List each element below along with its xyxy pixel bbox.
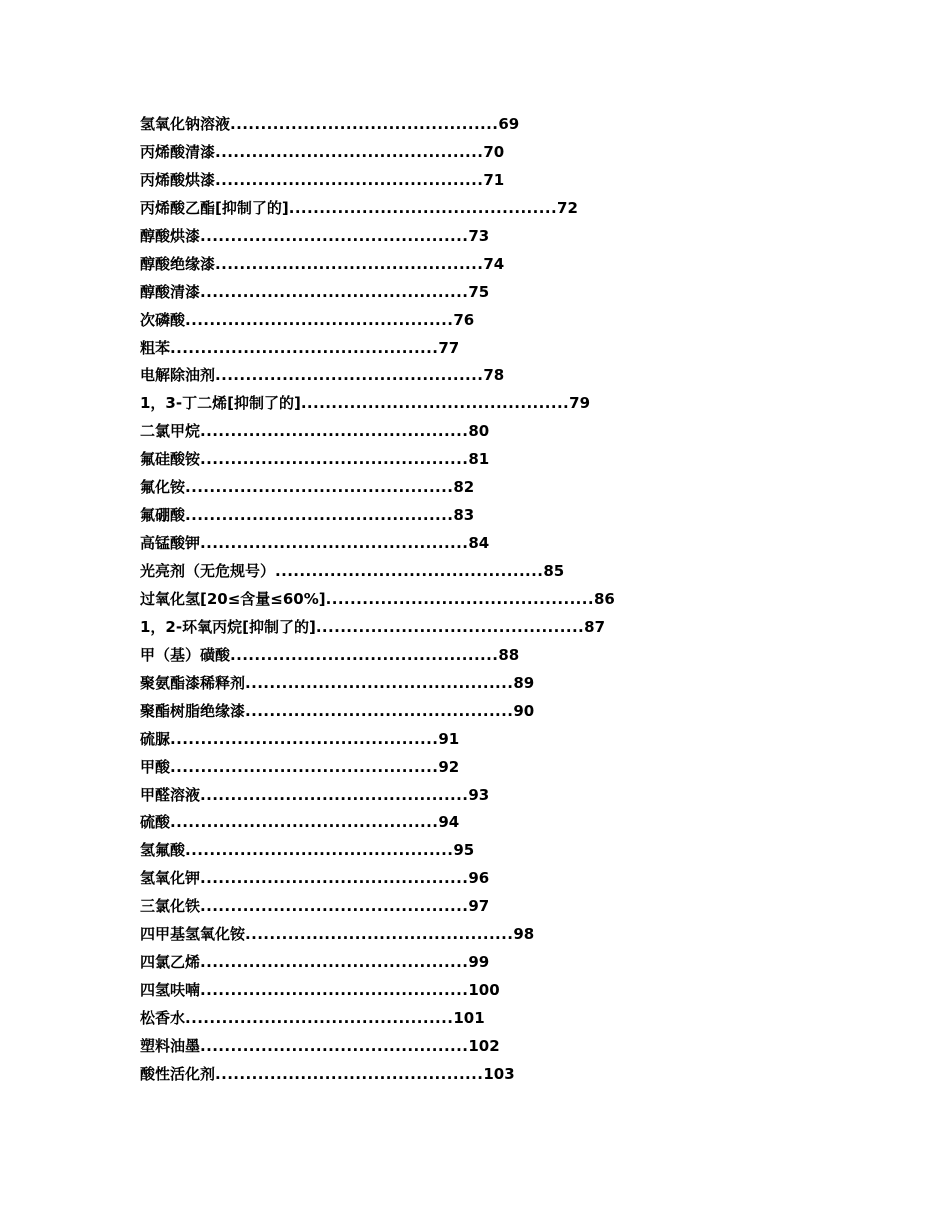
toc-entry xyxy=(140,950,615,978)
toc-entry-title: 过氧化氢[20≤含量≤60%] xyxy=(140,589,326,608)
toc-leader-dots: ............................................ xyxy=(200,897,469,916)
toc-leader-dots: ............................................ xyxy=(275,562,544,580)
toc-leader-dots: ............................................ xyxy=(288,198,558,217)
toc-entry-page-number: 85 xyxy=(543,562,565,580)
toc-entry xyxy=(140,894,615,922)
toc-leader-dots: ............................................ xyxy=(230,115,499,133)
toc-entry-page-number: 78 xyxy=(483,366,505,385)
toc-entry-page-number: 82 xyxy=(453,478,475,497)
toc-leader-dots: ............................................ xyxy=(200,282,469,301)
toc-leader-dots: ............................................ xyxy=(185,506,454,525)
toc-entry-title: 聚酯树脂绝缘漆 xyxy=(140,701,246,720)
toc-entry-page-number: 86 xyxy=(593,589,615,608)
toc-entry-title: 四氯乙烯 xyxy=(140,953,201,972)
toc-entry-page-number: 99 xyxy=(468,953,490,972)
toc-entry-page-number: 89 xyxy=(513,673,535,692)
table-of-contents xyxy=(140,112,615,1090)
toc-leader-dots: ............................................ xyxy=(185,310,454,329)
toc-leader-dots: ............................................ xyxy=(215,254,484,273)
toc-leader-dots: ............................................ xyxy=(170,338,439,357)
toc-entry xyxy=(140,783,615,811)
toc-entry xyxy=(140,168,615,196)
toc-entry-page-number: 102 xyxy=(468,1036,500,1055)
toc-entry-title: 高锰酸钾 xyxy=(140,534,201,553)
toc-entry-page-number: 70 xyxy=(483,142,505,161)
toc-leader-dots: ............................................ xyxy=(215,1064,484,1083)
toc-leader-dots: ............................................ xyxy=(200,981,469,1000)
toc-entry-page-number: 98 xyxy=(513,925,535,944)
toc-entry xyxy=(140,140,615,168)
toc-entry xyxy=(140,447,615,475)
toc-entry-title: 氟化铵 xyxy=(140,478,186,497)
toc-entry xyxy=(140,503,615,531)
toc-leader-dots: ............................................ xyxy=(170,729,439,748)
toc-entry-title: 丙烯酸烘漆 xyxy=(140,170,216,189)
toc-entry-page-number: 74 xyxy=(483,254,505,273)
toc-leader-dots: ............................................ xyxy=(215,170,484,189)
toc-entry xyxy=(140,755,615,783)
toc-entry-page-number: 97 xyxy=(468,897,490,916)
toc-leader-dots: ............................................ xyxy=(200,422,469,441)
toc-entry xyxy=(140,363,615,391)
toc-entry-title: 甲醛溶液 xyxy=(140,785,201,804)
toc-entry-title: 氢氧化钠溶液 xyxy=(140,115,231,133)
toc-entry-page-number: 95 xyxy=(453,841,475,860)
toc-entry-title: 醇酸绝缘漆 xyxy=(140,254,216,273)
toc-leader-dots: ............................................ xyxy=(325,589,594,608)
toc-entry-title: 氟硅酸铵 xyxy=(140,450,201,469)
toc-entry xyxy=(140,727,615,755)
toc-leader-dots: ............................................ xyxy=(170,813,439,832)
toc-entry-page-number: 76 xyxy=(453,310,475,329)
toc-leader-dots: ............................................ xyxy=(200,534,469,553)
toc-leader-dots: ............................................ xyxy=(200,1036,469,1055)
toc-entry xyxy=(140,1062,615,1090)
toc-leader-dots: ............................................ xyxy=(170,757,439,776)
toc-leader-dots: ............................................ xyxy=(300,394,570,413)
toc-leader-dots: ............................................ xyxy=(315,617,585,636)
toc-entry-page-number: 80 xyxy=(468,422,490,441)
toc-entry-title: 氢氧化钾 xyxy=(140,869,201,888)
toc-entry xyxy=(140,1006,615,1034)
toc-entry-title: 电解除油剂 xyxy=(140,366,216,385)
toc-entry xyxy=(140,252,615,280)
toc-entry xyxy=(140,643,615,671)
toc-entry xyxy=(140,475,615,503)
toc-entry-title: 次磷酸 xyxy=(140,310,186,329)
toc-entry-page-number: 83 xyxy=(453,506,475,525)
toc-entry-title: 醇酸烘漆 xyxy=(140,226,201,245)
toc-entry-page-number: 81 xyxy=(468,450,490,469)
toc-entry-title: 1，2-环氧丙烷[抑制了的] xyxy=(140,617,316,636)
toc-entry-title: 硫酸 xyxy=(140,813,171,832)
toc-entry xyxy=(140,866,615,894)
toc-entry-page-number: 72 xyxy=(557,198,578,217)
toc-entry-page-number: 71 xyxy=(483,170,505,189)
toc-entry-title: 甲（基）磺酸 xyxy=(140,645,231,664)
toc-entry-title: 硫脲 xyxy=(140,729,171,748)
toc-leader-dots: ............................................ xyxy=(200,785,469,804)
toc-entry-title: 粗苯 xyxy=(140,338,171,357)
toc-entry xyxy=(140,671,615,699)
toc-entry xyxy=(140,699,615,727)
toc-leader-dots: ............................................ xyxy=(230,645,499,664)
toc-entry-page-number: 92 xyxy=(438,757,460,776)
toc-entry-page-number: 77 xyxy=(438,338,460,357)
toc-entry xyxy=(140,280,615,308)
toc-entry-title: 四甲基氢氧化铵 xyxy=(140,925,246,944)
toc-entry-page-number: 101 xyxy=(453,1009,485,1027)
toc-entry xyxy=(140,810,615,838)
toc-entry-page-number: 69 xyxy=(498,115,520,133)
toc-entry-title: 松香水 xyxy=(140,1009,186,1027)
toc-entry-title: 丙烯酸乙酯[抑制了的] xyxy=(140,198,289,217)
toc-entry xyxy=(140,559,615,587)
toc-entry-page-number: 79 xyxy=(569,394,591,413)
toc-entry-title: 二氯甲烷 xyxy=(140,422,201,441)
toc-entry xyxy=(140,1034,615,1062)
toc-entry-title: 醇酸清漆 xyxy=(140,282,201,301)
toc-entry-page-number: 103 xyxy=(483,1064,515,1083)
toc-entry xyxy=(140,196,615,224)
toc-leader-dots: ............................................ xyxy=(200,450,469,469)
toc-leader-dots: ............................................ xyxy=(245,701,514,720)
toc-leader-dots: ............................................ xyxy=(215,366,484,385)
toc-entry xyxy=(140,978,615,1006)
toc-entry-title: 氟硼酸 xyxy=(140,506,186,525)
toc-entry xyxy=(140,112,615,140)
toc-entry xyxy=(140,838,615,866)
toc-entry-page-number: 91 xyxy=(438,729,460,748)
toc-entry-page-number: 73 xyxy=(468,226,490,245)
toc-entry xyxy=(140,336,615,364)
toc-entry-title: 塑料油墨 xyxy=(140,1036,201,1055)
toc-entry-title: 光亮剂（无危规号） xyxy=(140,562,276,580)
toc-entry-page-number: 84 xyxy=(468,534,490,553)
toc-entry-page-number: 87 xyxy=(584,617,606,636)
toc-entry-page-number: 75 xyxy=(468,282,490,301)
toc-entry-title: 聚氨酯漆稀释剂 xyxy=(140,673,246,692)
toc-leader-dots: ............................................ xyxy=(185,478,454,497)
toc-leader-dots: ............................................ xyxy=(185,1009,454,1027)
toc-entry-page-number: 88 xyxy=(498,645,520,664)
toc-leader-dots: ............................................ xyxy=(185,841,454,860)
toc-entry-title: 甲酸 xyxy=(140,757,171,776)
toc-entry xyxy=(140,922,615,950)
toc-entry-title: 1，3-丁二烯[抑制了的] xyxy=(140,394,301,413)
toc-entry-title: 四氢呋喃 xyxy=(140,981,201,1000)
toc-entry-title: 三氯化铁 xyxy=(140,897,201,916)
toc-leader-dots: ............................................ xyxy=(245,673,514,692)
toc-leader-dots: ............................................ xyxy=(245,925,514,944)
toc-entry-page-number: 96 xyxy=(468,869,490,888)
toc-entry-page-number: 93 xyxy=(468,785,490,804)
toc-entry xyxy=(140,419,615,447)
toc-entry xyxy=(140,587,615,615)
toc-leader-dots: ............................................ xyxy=(200,226,469,245)
toc-entry xyxy=(140,531,615,559)
toc-leader-dots: ............................................ xyxy=(200,953,469,972)
toc-entry-title: 氢氟酸 xyxy=(140,841,186,860)
toc-entry-page-number: 90 xyxy=(513,701,535,720)
toc-entry-title: 丙烯酸清漆 xyxy=(140,142,216,161)
toc-entry-page-number: 100 xyxy=(468,981,500,1000)
toc-entry xyxy=(140,224,615,252)
toc-entry-title: 酸性活化剂 xyxy=(140,1064,216,1083)
toc-entry xyxy=(140,391,615,419)
toc-entry xyxy=(140,308,615,336)
toc-entry-page-number: 94 xyxy=(438,813,460,832)
toc-entry xyxy=(140,615,615,643)
toc-leader-dots: ............................................ xyxy=(215,142,484,161)
toc-leader-dots: ............................................ xyxy=(200,869,469,888)
